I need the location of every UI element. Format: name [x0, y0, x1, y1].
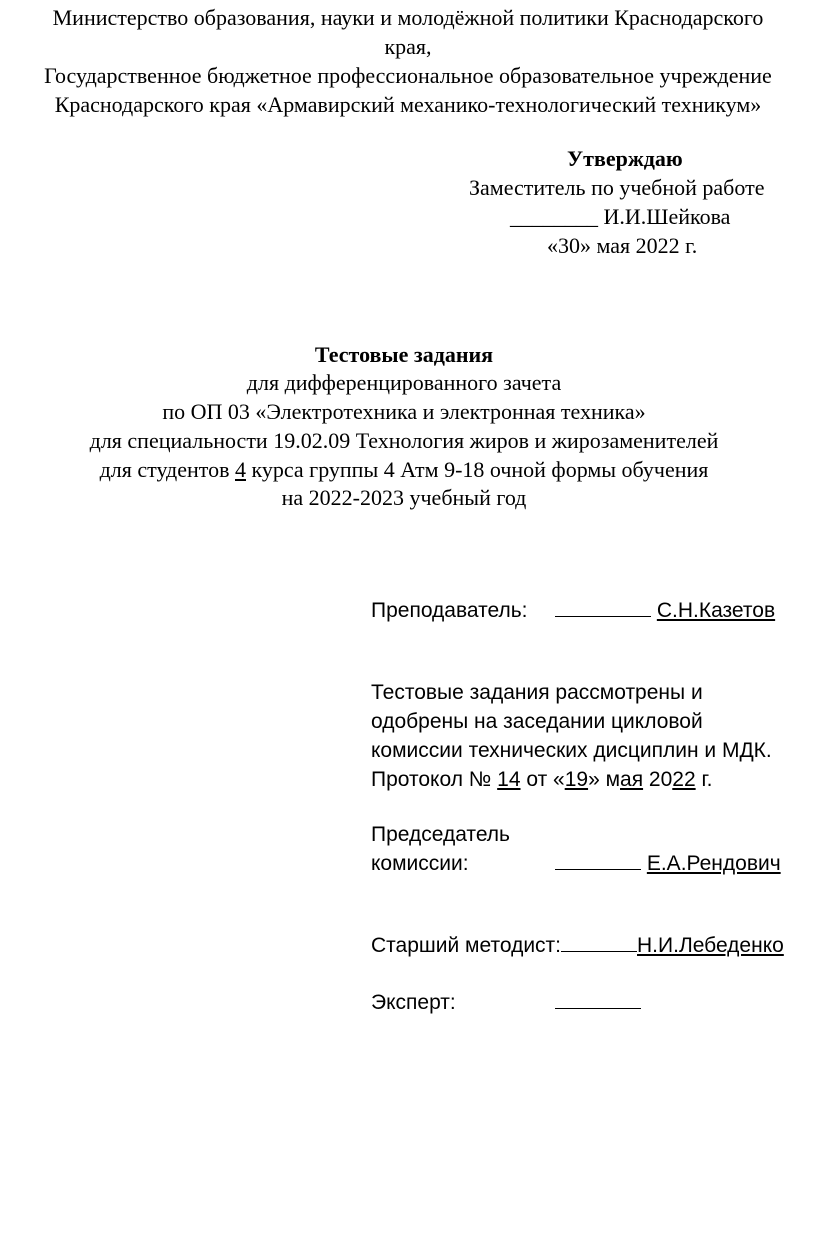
document-group-suffix: курса группы 4 Атм 9-18 очной формы обучения: [246, 457, 709, 482]
chair-signature-line: [555, 849, 641, 870]
teacher-label: Преподаватель:: [371, 599, 528, 622]
protocol-number: 14: [497, 768, 521, 791]
review-line-1: Тестовые задания рассмотрены и: [371, 681, 703, 704]
approval-signature-line: ________: [510, 204, 598, 229]
chair-name: Е.А.Рендович: [646, 852, 781, 875]
approval-date: «30» мая 2022 г.: [547, 233, 698, 258]
chair-label-1: Председатель: [371, 823, 510, 846]
expert-label: Эксперт:: [371, 991, 456, 1014]
review-line-2: одобрены на заседании цикловой: [371, 710, 703, 733]
teacher-name: С.Н.Казетов: [656, 599, 776, 622]
chair-label-2: комиссии:: [371, 852, 469, 875]
document-year: на 2022-2023 учебный год: [281, 485, 527, 510]
methodist-name: Н.И.Лебеденко: [637, 934, 784, 957]
document-course: 4: [235, 457, 246, 482]
document-group: [0, 455, 812, 484]
methodist-signature-line: [561, 931, 637, 952]
review-line-3: комиссии технических дисциплин и МДК.: [371, 739, 772, 762]
teacher-signature: [555, 596, 775, 625]
methodist-label: Старший методист:: [371, 934, 562, 957]
institution-name: Краснодарского края «Армавирский механико-технологический техникум»: [54, 92, 762, 117]
approval-title: Утверждаю: [567, 146, 683, 171]
teacher-signature-line: [555, 596, 651, 617]
protocol-prefix: Протокол №: [371, 768, 498, 791]
expert-signature-line: [555, 988, 641, 1009]
protocol-year-suffix: г.: [695, 768, 713, 791]
protocol-month-tail: ая: [620, 768, 644, 791]
approval-position: Заместитель по учебной работе: [469, 175, 765, 200]
document-subject: по ОП 03 «Электротехника и электронная техника»: [162, 399, 646, 424]
protocol-day: 19: [564, 768, 589, 791]
protocol-month-start: » м: [588, 768, 621, 791]
approval-name: И.И.Шейкова: [603, 204, 731, 229]
protocol-from: от «: [520, 768, 565, 791]
chair-signature: [555, 849, 781, 878]
document-specialty: для специальности 19.02.09 Технология жиров и жирозаменителей: [89, 428, 719, 453]
approval-signature: [510, 202, 730, 231]
document-purpose: для дифференцированного зачета: [246, 370, 562, 395]
document-group-prefix: для студентов: [99, 457, 235, 482]
protocol-line: [371, 765, 712, 794]
protocol-year-tail: 22: [672, 768, 696, 791]
ministry-line: Министерство образования, науки и молодёжной политики Краснодарского: [52, 5, 764, 30]
ministry-line-cont: края,: [384, 34, 432, 59]
expert-signature: [555, 988, 641, 1017]
methodist-line: [371, 931, 784, 960]
document-title: Тестовые задания: [314, 342, 494, 367]
institution-line: Государственное бюджетное профессиональное образовательное учреждение: [44, 63, 772, 88]
protocol-year-start: 20: [643, 768, 673, 791]
